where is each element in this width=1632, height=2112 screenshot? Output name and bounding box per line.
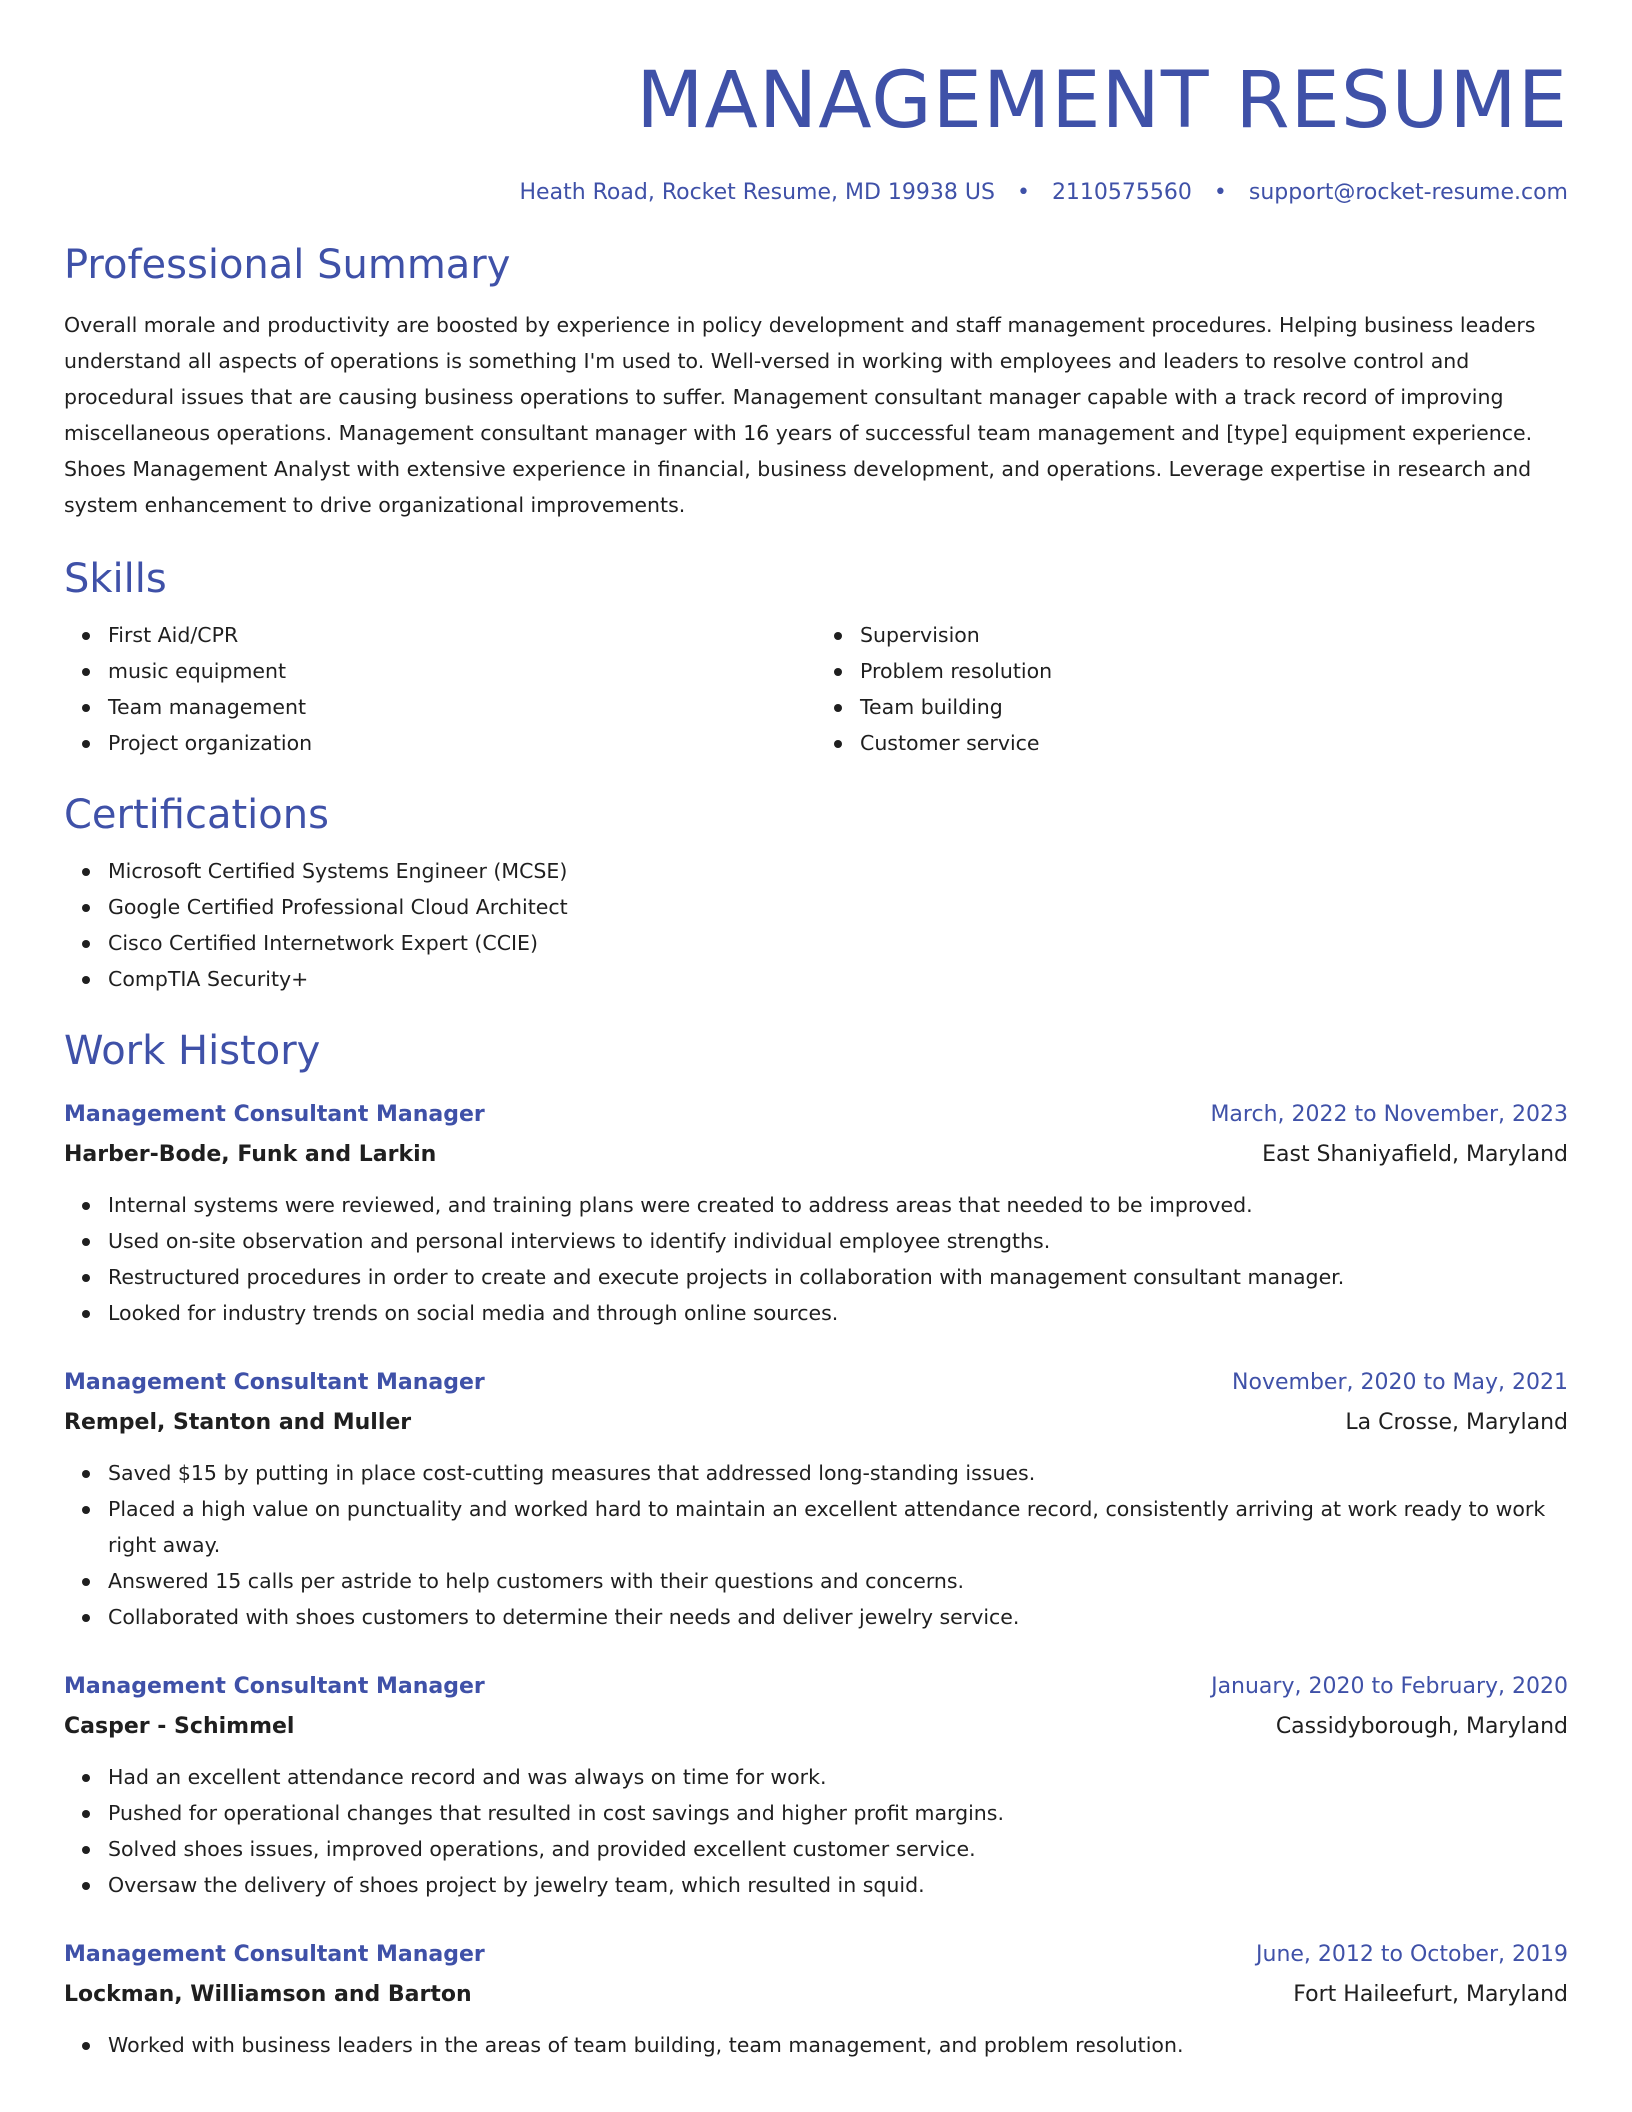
job-dates: January, 2020 to February, 2020: [1211, 1674, 1568, 1699]
job-bullets: [64, 1759, 1568, 1903]
job-dates: November, 2020 to May, 2021: [1232, 1370, 1568, 1395]
job-title: Management Consultant Manager: [64, 1102, 485, 1127]
list-item: Customer service: [860, 725, 1568, 761]
certifications-list: [64, 853, 1568, 997]
section-title-work-history: Work History: [64, 1028, 321, 1074]
section-title-skills: Skills: [64, 556, 167, 602]
skills-list-right: [816, 617, 1568, 761]
list-item: Project organization: [108, 725, 816, 761]
list-item: First Aid/CPR: [108, 617, 816, 653]
job-bullets: [64, 1455, 1568, 1635]
job-title: Management Consultant Manager: [64, 1674, 485, 1699]
list-item: Restructured procedures in order to create and execute projects in collaboration with management consultant manager.: [108, 1259, 1568, 1295]
job-entry: [64, 1935, 1568, 2063]
list-item: Pushed for operational changes that resulted in cost savings and higher profit margins.: [108, 1795, 1568, 1831]
job-location: Fort Haileefurt, Maryland: [1293, 1982, 1568, 2007]
contact-email: support@rocket-resume.com: [1248, 180, 1568, 205]
list-item: Worked with business leaders in the areas of team building, team management, and problem resolution.: [108, 2027, 1568, 2063]
job-company: Casper - Schimmel: [64, 1714, 295, 1739]
job-entry: [64, 1095, 1568, 1331]
job-company: Harber-Bode, Funk and Larkin: [64, 1142, 437, 1167]
contact-phone: 2110575560: [1051, 180, 1192, 205]
list-item: Placed a high value on punctuality and worked hard to maintain an excellent attendance record, consistently arriving at work ready to work right away.: [108, 1491, 1568, 1563]
list-item: Problem resolution: [860, 653, 1568, 689]
job-company: Rempel, Stanton and Muller: [64, 1410, 412, 1435]
list-item: Microsoft Certified Systems Engineer (MCSE): [108, 853, 1568, 889]
list-item: Google Certified Professional Cloud Architect: [108, 889, 1568, 925]
job-header: [64, 1935, 1568, 1975]
contact-address: Heath Road, Rocket Resume, MD 19938 US: [519, 180, 995, 205]
job-subheader: [64, 1403, 1568, 1443]
resume-name: MANAGEMENT RESUME: [636, 56, 1568, 146]
contact-line: [64, 180, 1568, 205]
list-item: Looked for industry trends on social media and through online sources.: [108, 1295, 1568, 1331]
list-item: CompTIA Security+: [108, 961, 1568, 997]
list-item: Team building: [860, 689, 1568, 725]
job-subheader: [64, 1135, 1568, 1175]
job-bullets: [64, 2027, 1568, 2063]
list-item: Saved $15 by putting in place cost-cutting measures that addressed long-standing issues.: [108, 1455, 1568, 1491]
job-title: Management Consultant Manager: [64, 1370, 485, 1395]
list-item: Used on-site observation and personal interviews to identify individual employee strengths.: [108, 1223, 1568, 1259]
job-header: [64, 1667, 1568, 1707]
job-title: Management Consultant Manager: [64, 1942, 485, 1967]
section-title-summary: Professional Summary: [64, 242, 511, 288]
list-item: Supervision: [860, 617, 1568, 653]
list-item: Oversaw the delivery of shoes project by jewelry team, which resulted in squid.: [108, 1867, 1568, 1903]
list-item: Collaborated with shoes customers to determine their needs and deliver jewelry service.: [108, 1599, 1568, 1635]
job-dates: March, 2022 to November, 2023: [1210, 1102, 1568, 1127]
job-company: Lockman, Williamson and Barton: [64, 1982, 472, 2007]
list-item: Answered 15 calls per astride to help customers with their questions and concerns.: [108, 1563, 1568, 1599]
job-bullets: [64, 1187, 1568, 1331]
job-header: [64, 1095, 1568, 1135]
job-location: Cassidyborough, Maryland: [1275, 1714, 1568, 1739]
list-item: Team management: [108, 689, 816, 725]
section-title-certifications: Certifications: [64, 792, 329, 838]
contact-separator: •: [1016, 180, 1030, 205]
list-item: Had an excellent attendance record and was always on time for work.: [108, 1759, 1568, 1795]
skills-columns: [64, 617, 1568, 761]
job-location: La Crosse, Maryland: [1345, 1410, 1568, 1435]
job-entry: [64, 1667, 1568, 1903]
list-item: Solved shoes issues, improved operations, and provided excellent customer service.: [108, 1831, 1568, 1867]
job-subheader: [64, 1707, 1568, 1747]
resume-page: [64, 0, 1568, 2063]
contact-separator: •: [1213, 180, 1227, 205]
job-dates: June, 2012 to October, 2019: [1256, 1942, 1568, 1967]
job-subheader: [64, 1975, 1568, 2015]
summary-text: Overall morale and productivity are boosted by experience in policy development and staff management procedures. Helping business leaders understand all aspects of operations is something I'm used to. Well-versed in working with employees and leaders to resolve control and procedural issues that are causing business operations to suffer. Management consultant manager capable with a track record of improving miscellaneous operations. Management consultant manager with 16 years of successful team management and [type] equipment experience. Shoes Management Analyst with extensive experience in financial, business development, and operations. Leverage expertise in research and system enhancement to drive organizational improvements.: [64, 313, 1536, 517]
list-item: Cisco Certified Internetwork Expert (CCIE): [108, 925, 1568, 961]
job-entry: [64, 1363, 1568, 1635]
job-location: East Shaniyafield, Maryland: [1262, 1142, 1568, 1167]
skills-list-left: [64, 617, 816, 761]
list-item: music equipment: [108, 653, 816, 689]
list-item: Internal systems were reviewed, and training plans were created to address areas that needed to be improved.: [108, 1187, 1568, 1223]
job-header: [64, 1363, 1568, 1403]
